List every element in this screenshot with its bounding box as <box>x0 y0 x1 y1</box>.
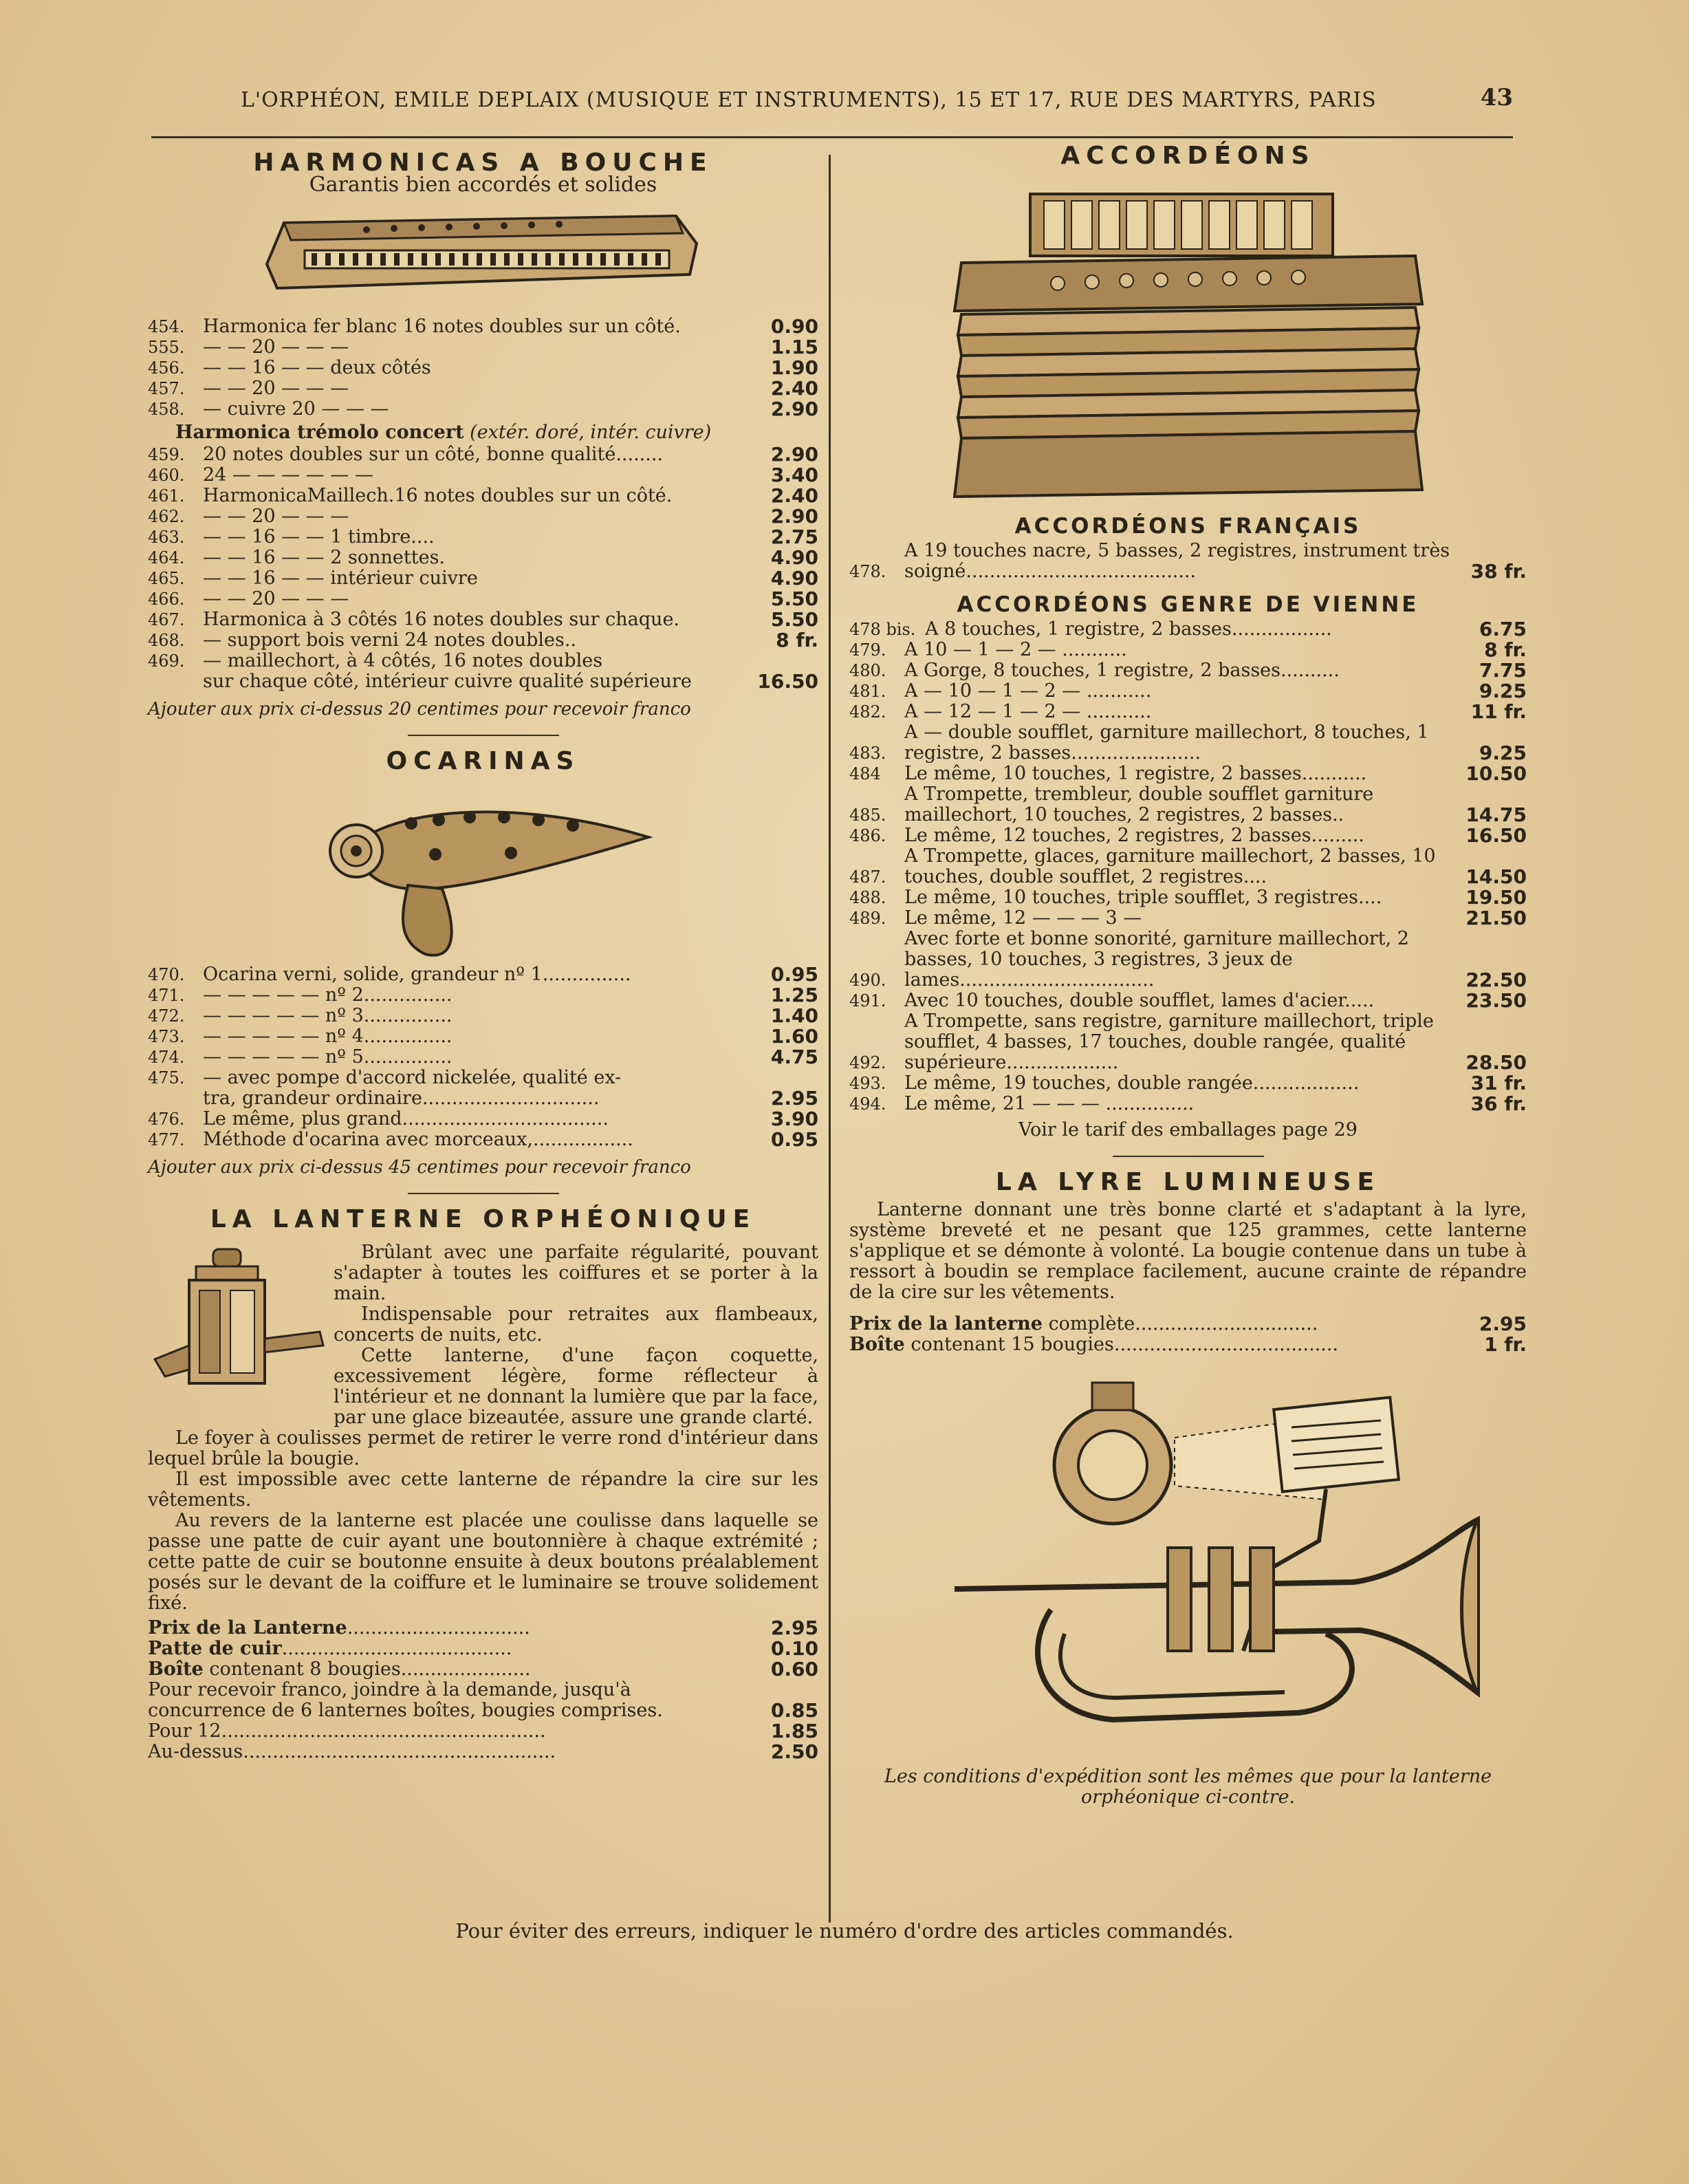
item-price: 1.90 <box>770 356 818 379</box>
item-price: 2.50 <box>770 1740 818 1763</box>
item-desc: A — double soufflet, garniture maillechort, 8 touches, 1 registre, 2 basses...................... <box>904 722 1429 764</box>
item-desc: — maillechort, à 4 côtés, 16 notes doubles <box>203 651 603 671</box>
list-item <box>148 964 818 985</box>
list-item <box>849 764 1527 784</box>
tremolo-note: (extér. doré, intér. cuivre) <box>470 422 712 443</box>
list-item <box>148 465 818 486</box>
item-desc: — — 20 — — — <box>203 378 349 399</box>
list-item <box>148 486 818 506</box>
list-item <box>148 1026 818 1047</box>
item-desc: Le même, 12 touches, 2 registres, 2 basses......... <box>904 825 1364 846</box>
item-desc: Harmonica à 3 côtés 16 notes doubles sur chaque. <box>203 609 680 630</box>
item-number: 484 <box>849 764 881 783</box>
item-number: 478 bis. <box>849 620 916 639</box>
list-item <box>148 506 818 527</box>
item-number: 482. <box>849 702 886 722</box>
accordeons-vienne-list <box>849 619 1527 1114</box>
left-column <box>148 149 818 1763</box>
item-price: 6.75 <box>1479 618 1527 640</box>
item-price: 0.85 <box>770 1699 818 1722</box>
price-dots: contenant 8 bougies...................... <box>209 1659 531 1680</box>
item-desc: 20 notes doubles sur un côté, bonne qualité........ <box>203 444 663 465</box>
ocarina-list <box>148 964 818 1150</box>
item-desc: HarmonicaMaillech.16 notes doubles sur un côté. <box>203 486 673 506</box>
item-number: 494. <box>849 1094 886 1114</box>
item-desc: Le même, 19 touches, double rangée.................. <box>904 1073 1360 1094</box>
footer-note: Pour éviter des erreurs, indiquer le numéro d'ordre des articles commandés. <box>455 1919 1234 1943</box>
item-desc: Harmonica fer blanc 16 notes doubles sur un côté. <box>203 316 681 337</box>
item-desc: A Trompette, glaces, garniture maillechort, 2 basses, 10 touches, double soufflet, 2 registres.... <box>904 846 1436 887</box>
separator <box>1113 1156 1264 1157</box>
list-item <box>849 541 1527 582</box>
item-price: 5.50 <box>770 587 818 610</box>
list-item <box>148 589 818 609</box>
cornet-lyre-illustration <box>886 1362 1491 1761</box>
list-item <box>148 671 818 692</box>
item-price: 2.90 <box>770 398 818 420</box>
item-price: 0.60 <box>770 1658 818 1680</box>
list-item <box>148 985 818 1006</box>
list-item <box>849 929 1527 991</box>
list-item <box>148 609 818 630</box>
price-label: Prix de la lanterne <box>849 1314 1043 1334</box>
item-number: 465. <box>148 569 185 588</box>
item-desc: A — 10 — 1 — 2 — ........... <box>904 681 1152 702</box>
item-number: 475. <box>148 1068 185 1088</box>
item-desc: A 8 touches, 1 registre, 2 basses................. <box>925 619 1332 640</box>
separator <box>408 735 559 736</box>
lanterne-title: LA LANTERNE ORPHÉONIQUE <box>210 1205 756 1233</box>
item-price: 2.95 <box>770 1617 818 1639</box>
item-desc: tra, grandeur ordinaire.............................. <box>203 1088 600 1109</box>
item-price: 14.50 <box>1465 865 1527 888</box>
harmonicas-title: HARMONICAS A BOUCHE <box>253 149 713 177</box>
price-dots: ....................................... <box>281 1639 512 1659</box>
list-item <box>148 630 818 651</box>
item-desc: — — — — — nº 3............... <box>203 1006 453 1026</box>
item-desc: A — 12 — 1 — 2 — ........... <box>904 702 1152 722</box>
item-number: 466. <box>148 590 185 609</box>
item-price: 8 fr. <box>1484 638 1527 661</box>
item-desc: — — 20 — — — <box>203 589 349 609</box>
item-number: 483. <box>849 744 886 763</box>
item-price: 11 fr. <box>1470 700 1527 723</box>
audessus-text: Au-dessus..................................................... <box>148 1742 556 1762</box>
list-item <box>148 1742 818 1762</box>
pour12-text: Pour 12....................................................... <box>148 1721 546 1742</box>
item-number: 493. <box>849 1074 886 1093</box>
lanterne-body <box>148 1242 818 1428</box>
franco-text: Pour recevoir franco, joindre à la demande, jusqu'à concurrence de 6 lanternes boîtes, bougies comprises. <box>148 1680 663 1721</box>
item-desc: — — 16 — — intérieur cuivre <box>203 568 478 589</box>
lanterne-paragraph: Brûlant avec une parfaite régularité, pouvant s'adapter à toutes les coiffures et se porter à la main. <box>334 1242 818 1304</box>
list-item <box>148 378 818 399</box>
list-item <box>849 991 1527 1011</box>
item-desc: A Trompette, sans registre, garniture maillechort, triple soufflet, 4 basses, 17 touches, double rangée, qualité supérieure................... <box>904 1011 1434 1073</box>
item-price: 22.50 <box>1465 969 1527 991</box>
list-item <box>148 1129 818 1150</box>
item-price: 14.75 <box>1465 803 1527 826</box>
item-price: 36 fr. <box>1470 1092 1527 1115</box>
item-price: 38 fr. <box>1470 560 1527 583</box>
item-number: 489. <box>849 909 886 928</box>
item-number: 457. <box>148 379 185 398</box>
item-desc: — — — — — nº 4............... <box>203 1026 453 1047</box>
item-number: 486. <box>849 826 886 845</box>
item-number: 464. <box>148 548 185 567</box>
item-desc: — — 16 — — 2 sonnettes. <box>203 548 446 568</box>
list-item <box>849 1094 1527 1114</box>
list-item <box>849 681 1527 702</box>
list-item <box>849 1011 1527 1073</box>
item-desc: Le même, 10 touches, triple soufflet, 3 registres.... <box>904 887 1382 908</box>
column-divider <box>829 155 831 1923</box>
list-item <box>849 660 1527 681</box>
list-item <box>148 1659 818 1680</box>
list-item <box>148 1639 818 1659</box>
list-item <box>148 568 818 589</box>
item-desc: Le même, 10 touches, 1 registre, 2 basses........... <box>904 764 1367 784</box>
lanterne-paragraph: Il est impossible avec cette lanterne de répandre la cire sur les vêtements. <box>148 1469 818 1511</box>
item-desc: A 19 touches nacre, 5 basses, 2 registres, instrument très soigné....................................... <box>904 541 1450 582</box>
item-price: 8 fr. <box>776 629 818 651</box>
item-number: 460. <box>148 466 185 485</box>
item-price: 3.40 <box>770 464 818 486</box>
list-item <box>148 1721 818 1742</box>
harmonica-illustration <box>257 202 710 305</box>
item-price: 16.50 <box>757 670 818 693</box>
item-price: 1.40 <box>770 1004 818 1027</box>
item-price: 28.50 <box>1465 1051 1527 1074</box>
item-price: 0.95 <box>770 963 818 986</box>
list-item <box>148 1109 818 1129</box>
item-price: 2.40 <box>770 484 818 507</box>
price-label: Boîte <box>148 1659 204 1680</box>
item-desc: — — 20 — — — <box>203 506 349 527</box>
list-item <box>148 399 818 420</box>
lyre-title: LA LYRE LUMINEUSE <box>995 1168 1381 1196</box>
item-number: 491. <box>849 991 886 1010</box>
list-item <box>849 784 1527 825</box>
item-desc: Le même, 12 — — — 3 — <box>904 908 1142 929</box>
page-header <box>151 81 1513 138</box>
lanterne-paragraph: Cette lanterne, d'une façon coquette, excessivement légère, forme réflecteur à l'intérieur et ne donnant la lumière que par la face, par une glace bizeautée, assure une grande clarté. <box>334 1345 818 1428</box>
item-price: 4.75 <box>770 1046 818 1068</box>
item-number: 478. <box>849 562 886 581</box>
price-dots: ............................... <box>347 1618 530 1639</box>
item-number: 481. <box>849 682 886 701</box>
item-desc: Ocarina verni, solide, grandeur nº 1............... <box>203 964 631 985</box>
list-item <box>148 548 818 568</box>
list-item <box>148 444 818 465</box>
item-number: 479. <box>849 640 886 660</box>
list-item <box>849 846 1527 887</box>
lanterne-paragraphs-top <box>334 1242 818 1428</box>
item-price: 19.50 <box>1465 886 1527 909</box>
list-item <box>148 1068 818 1088</box>
item-number: 467. <box>148 610 185 629</box>
list-item <box>849 1073 1527 1094</box>
item-price: 21.50 <box>1465 907 1527 929</box>
item-number: 454. <box>148 317 185 336</box>
lyre-caption: Les conditions d'expédition sont les mêmes que pour la lanterne orphéonique ci-contre. <box>884 1766 1492 1808</box>
price-label: Boîte <box>849 1334 905 1355</box>
emballages-note: Voir le tarif des emballages page 29 <box>1018 1119 1358 1140</box>
list-item <box>849 908 1527 929</box>
lyre-price-list <box>849 1314 1527 1355</box>
item-price: 4.90 <box>770 567 818 590</box>
ocarinas-title: OCARINAS <box>386 747 580 775</box>
item-number: 468. <box>148 631 185 650</box>
list-item <box>148 316 818 337</box>
price-label: Patte de cuir <box>148 1639 282 1659</box>
harmonica-list-2 <box>148 444 818 692</box>
lantern-illustration <box>148 1242 334 1401</box>
price-dots: complète............................... <box>1048 1314 1318 1334</box>
item-desc: Avec forte et bonne sonorité, garniture maillechort, 2 basses, 10 touches, 3 registres, 3 jeux de lames................................. <box>904 929 1409 991</box>
lanterne-price-list <box>148 1618 818 1762</box>
right-column <box>849 142 1527 1808</box>
list-item <box>849 887 1527 908</box>
list-item <box>849 1334 1527 1355</box>
item-number: 471. <box>148 986 185 1005</box>
lanterne-paragraph: Indispensable pour retraites aux flambeaux, concerts de nuits, etc. <box>334 1304 818 1345</box>
price-dots: contenant 15 bougies...................................... <box>911 1334 1339 1355</box>
list-item <box>849 825 1527 846</box>
item-number: 476. <box>148 1110 185 1129</box>
harmonicas-franco-note: Ajouter aux prix ci-dessus 20 centimes pour recevoir franco <box>148 699 691 720</box>
item-number: 459. <box>148 445 185 464</box>
item-price: 31 fr. <box>1470 1072 1527 1094</box>
item-desc: — avec pompe d'accord nickelée, qualité ex- <box>203 1068 622 1088</box>
list-item <box>849 619 1527 640</box>
item-number: 456. <box>148 358 185 378</box>
item-price: 2.95 <box>770 1087 818 1110</box>
item-number: 470. <box>148 965 185 984</box>
item-price: 1.15 <box>770 336 818 358</box>
accordeons-title: ACCORDÉONS <box>1060 142 1316 170</box>
lanterne-paragraph: Au revers de la lanterne est placée une coulisse dans laquelle se passe une patte de cuir ayant une boutonnière à chaque extrémité ; cette patte de cuir se boutonne ensuite à deux boutons préalablement posés sur le devant de la coiffure et le luminaire se trouve solidement fixé. <box>148 1510 818 1614</box>
item-price: 2.75 <box>770 526 818 548</box>
item-price: 3.90 <box>770 1107 818 1130</box>
item-number: 472. <box>148 1006 185 1026</box>
item-number: 488. <box>849 888 886 907</box>
item-number: 473. <box>148 1027 185 1046</box>
item-desc: A Gorge, 8 touches, 1 registre, 2 basses.......... <box>904 660 1340 681</box>
item-price: 9.25 <box>1479 742 1527 764</box>
item-desc: — — 16 — — 1 timbre.... <box>203 527 435 548</box>
item-price: 0.10 <box>770 1637 818 1660</box>
list-item <box>148 337 818 358</box>
ocarina-illustration <box>305 772 662 964</box>
item-desc: A 10 — 1 — 2 — ........... <box>904 640 1127 660</box>
item-number: 474. <box>148 1048 185 1067</box>
item-price: 1.25 <box>770 984 818 1006</box>
item-price: 4.90 <box>770 546 818 569</box>
item-desc: — — 16 — — deux côtés <box>203 358 431 378</box>
tremolo-heading-line <box>175 422 818 443</box>
list-item <box>148 1680 818 1721</box>
accordeons-vienne-heading: ACCORDÉONS GENRE DE VIENNE <box>957 592 1419 617</box>
list-item <box>148 651 818 671</box>
item-price: 1.85 <box>770 1720 818 1742</box>
item-number: 458. <box>148 400 185 419</box>
accordeons-francais-list <box>849 541 1527 582</box>
list-item <box>849 640 1527 660</box>
item-number: 462. <box>148 507 185 526</box>
accordion-illustration <box>941 166 1436 510</box>
item-price: 7.75 <box>1479 659 1527 682</box>
header-text: L'ORPHÉON, EMILE DEPLAIX (MUSIQUE ET INSTRUMENTS), 15 ET 17, RUE DES MARTYRS, PARIS <box>241 88 1377 112</box>
item-desc: Méthode d'ocarina avec morceaux,................. <box>203 1129 633 1150</box>
item-number: 477. <box>148 1130 185 1149</box>
harmonica-list <box>148 316 818 420</box>
harmonicas-subtitle: Garantis bien accordés et solides <box>309 173 657 197</box>
item-number: 463. <box>148 528 185 547</box>
item-desc: Le même, 21 — — — ............... <box>904 1094 1195 1114</box>
item-number: 461. <box>148 486 185 506</box>
item-desc: Le même, plus grand................................... <box>203 1109 609 1129</box>
lanterne-paragraph: Le foyer à coulisses permet de retirer le verre rond d'intérieur dans lequel brûle la bougie. <box>148 1427 818 1469</box>
item-price: 10.50 <box>1465 762 1527 785</box>
page-number: 43 <box>1480 84 1513 111</box>
item-price: 0.95 <box>770 1128 818 1151</box>
item-price: 5.50 <box>770 608 818 631</box>
list-item <box>148 358 818 378</box>
list-item <box>148 527 818 548</box>
item-price: 23.50 <box>1465 989 1527 1012</box>
item-desc: Avec 10 touches, double soufflet, lames d'acier..... <box>904 991 1375 1011</box>
item-desc: — — 20 — — — <box>203 337 349 358</box>
item-desc: A Trompette, trembleur, double soufflet garniture maillechort, 10 touches, 2 registres, 2 basses.. <box>904 784 1374 825</box>
accordeons-francais-heading: ACCORDÉONS FRANÇAIS <box>1014 514 1362 539</box>
item-desc: sur chaque côté, intérieur cuivre qualité supérieure <box>203 671 692 692</box>
item-desc: — support bois verni 24 notes doubles.. <box>203 630 577 651</box>
item-number: 490. <box>849 971 886 990</box>
item-price: 2.95 <box>1479 1312 1527 1335</box>
tremolo-heading: Harmonica trémolo concert <box>175 422 464 443</box>
price-label: Prix de la Lanterne <box>148 1618 347 1639</box>
item-desc: — — — — — nº 5............... <box>203 1047 453 1068</box>
item-number: 492. <box>849 1053 886 1072</box>
item-price: 1 fr. <box>1484 1333 1527 1356</box>
separator <box>408 1193 559 1194</box>
item-number: 485. <box>849 806 886 825</box>
ocarinas-franco-note: Ajouter aux prix ci-dessus 45 centimes pour recevoir franco <box>148 1157 691 1178</box>
item-price: 16.50 <box>1465 824 1527 847</box>
item-number: 480. <box>849 661 886 680</box>
item-number: 487. <box>849 867 886 887</box>
item-price: 9.25 <box>1479 680 1527 702</box>
lyre-paragraph: Lanterne donnant une très bonne clarté et s'adaptant à la lyre, système breveté et ne pesant que 125 grammes, cette lanterne s'applique et se démonte à volonté. La bougie contenue dans un tube à ressort à boudin se remplace facilement, aucune crainte de répandre de la cire sur les vêtements. <box>849 1199 1527 1303</box>
list-item <box>148 1047 818 1068</box>
list-item <box>849 1314 1527 1334</box>
item-price: 1.60 <box>770 1025 818 1048</box>
list-item <box>849 702 1527 722</box>
list-item <box>148 1006 818 1026</box>
list-item <box>148 1088 818 1109</box>
item-desc: — cuivre 20 — — — <box>203 399 389 420</box>
item-number: 555. <box>148 338 185 357</box>
item-number: 469. <box>148 651 185 671</box>
item-desc: — — — — — nº 2............... <box>203 985 453 1006</box>
list-item <box>849 722 1527 764</box>
list-item <box>148 1618 818 1639</box>
item-price: 2.90 <box>770 443 818 466</box>
item-price: 2.40 <box>770 377 818 400</box>
item-price: 0.90 <box>770 315 818 338</box>
item-price: 2.90 <box>770 505 818 528</box>
item-desc: 24 — — — — — — <box>203 465 373 486</box>
